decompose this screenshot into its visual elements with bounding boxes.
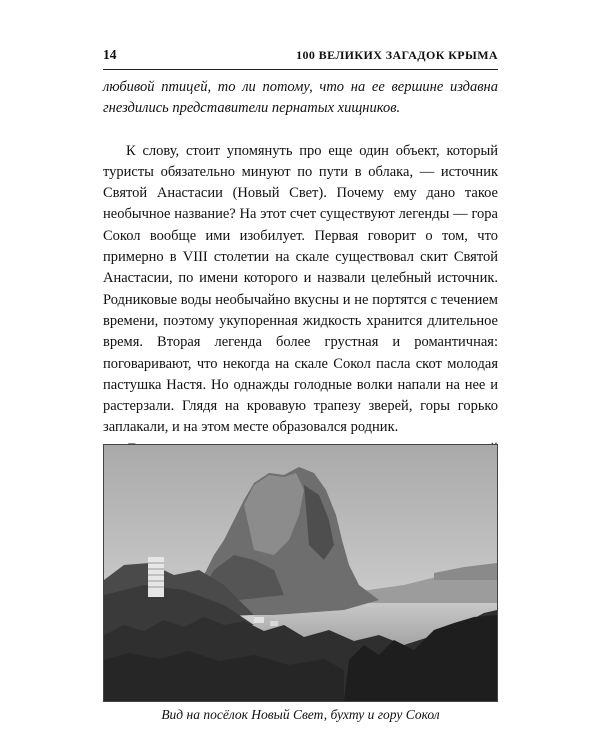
paragraph-continuation: любивой птицей, то ли потому, что на ее вершине издавна гнездились представители пернатых хищников. [103,79,498,117]
running-title: 100 ВЕЛИКИХ ЗАГАДОК КРЫМА [296,48,498,62]
page-header [103,47,498,70]
photo-novy-svet [103,444,498,702]
paragraph-spring-legend: К слову, стоит упомянуть про еще один объект, который туристы обязательно минуют по пути в облака, — источник Святой Анастасии (Новый Свет). Почему ему дано такое необычное название? На этот счет существуют легенды — гора Сокол вообще ими изобилует. Первая говорит о том, что примерно в VIII столетии на скале существовал скит Святой Анастасии, по имени которого и назвали целебный источник. Родниковые воды необычайно вкусны и не портятся с течением времени, поэтому укупоренная жидкость хранится длительное время. Вторая легенда более грустная и романтичная: поговаривают, что некогда на скале Сокол пасла скот молодая пастушка Настя. Но однажды голодные волки напали на нее и растерзали. Глядя на кровавую трапезу зверей, горы горько заплакали, и на этом месте образовался родник. [103,142,498,436]
page-number: 14 [103,47,117,62]
photo-caption: Вид на посёлок Новый Свет, бухту и гору Сокол [161,707,440,722]
landscape-photo [104,445,497,701]
